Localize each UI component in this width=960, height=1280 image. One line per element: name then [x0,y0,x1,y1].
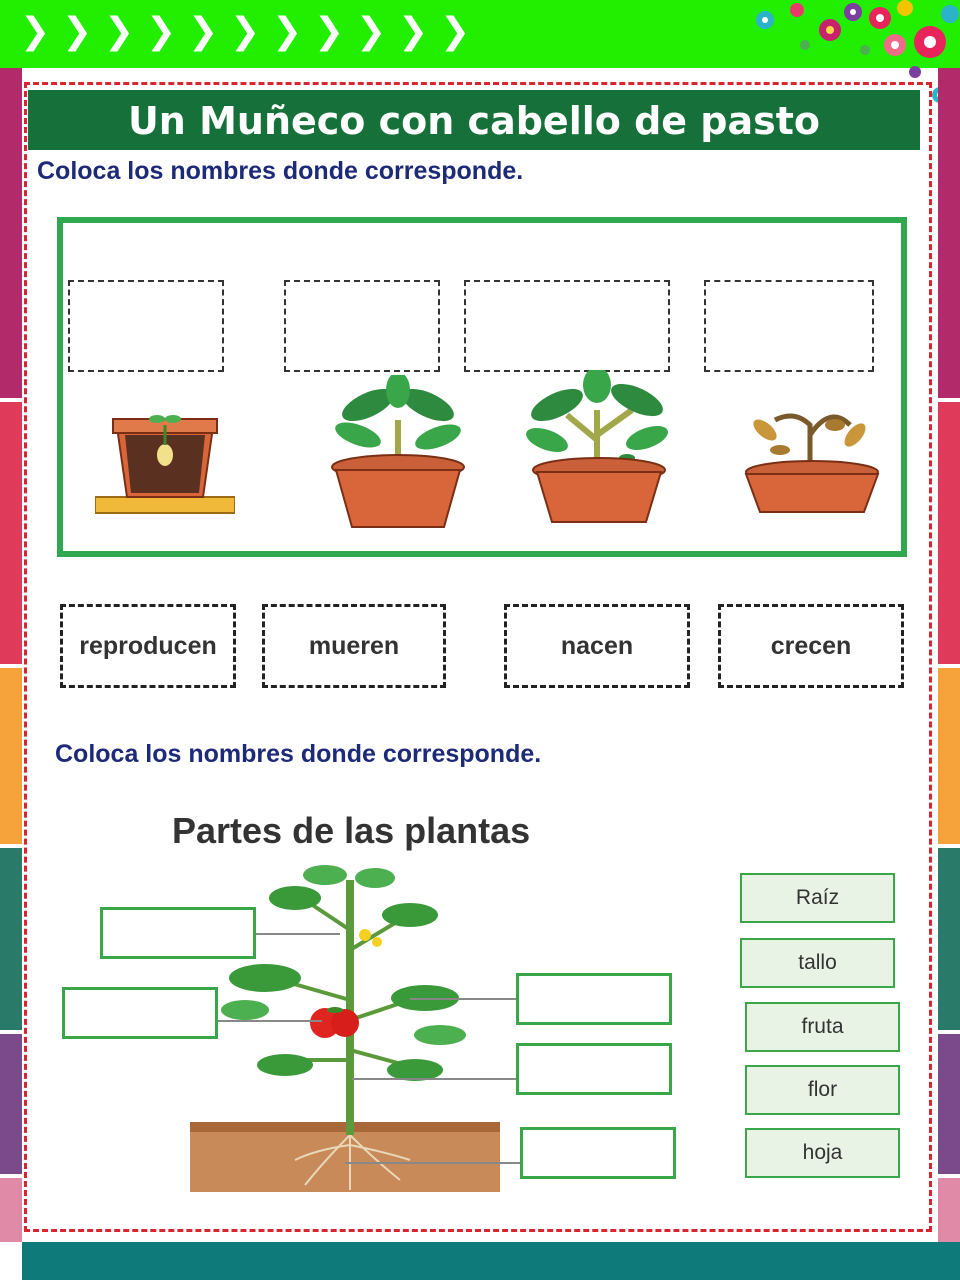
bottom-bar [22,1242,960,1280]
answer-slot-2[interactable] [284,280,440,372]
left-stripe [0,668,22,844]
chevron-icon: ❯ [104,11,135,52]
chevron-icon: ❯ [398,11,429,52]
word-tag-hoja[interactable]: hoja [745,1128,900,1178]
wilted-plant-icon [740,390,885,515]
word-tag-tallo[interactable]: tallo [740,938,895,988]
word-card-reproducen[interactable]: reproducen [60,604,236,688]
chevron-icon: ❯ [62,11,93,52]
word-card-nacen[interactable]: nacen [504,604,690,688]
connector-line [217,1020,322,1022]
connector-line [255,933,340,935]
answer-slot-1[interactable] [68,280,224,372]
page-title: Un Muñeco con cabello de pasto [28,90,920,150]
left-stripe [0,1034,22,1174]
word-tag-flor[interactable]: flor [745,1065,900,1115]
left-stripe [0,1178,22,1242]
connector-line [410,998,518,1000]
chevron-icon: ❯ [20,11,51,52]
left-stripe [0,402,22,664]
answer-slot-3[interactable] [464,280,670,372]
chevron-icon: ❯ [356,11,387,52]
chevron-icon: ❯ [440,11,471,52]
young-plant-icon [328,375,468,530]
grown-plant-icon [522,370,677,525]
chevron-icon: ❯ [146,11,177,52]
seed-in-pot-icon [95,405,235,520]
chevron-icon: ❯ [188,11,219,52]
chevron-icon: ❯ [314,11,345,52]
connector-line [345,1162,521,1164]
plant-parts-heading: Partes de las plantas [172,810,531,851]
answer-slot-4[interactable] [704,280,874,372]
plant-part-slot-1[interactable] [100,907,256,959]
right-stripe [938,1034,960,1174]
word-card-mueren[interactable]: mueren [262,604,446,688]
plant-part-slot-4[interactable] [516,1043,672,1095]
instruction-1: Coloca los nombres donde corresponde. [37,157,524,185]
left-stripe [0,848,22,1030]
plant-part-slot-5[interactable] [520,1127,676,1179]
right-stripe [938,68,960,398]
left-stripe [0,68,22,398]
instruction-2: Coloca los nombres donde corresponde. [55,740,542,768]
word-tag-raiz[interactable]: Raíz [740,873,895,923]
word-card-crecen[interactable]: crecen [718,604,904,688]
connector-line [352,1078,518,1080]
word-tag-fruta[interactable]: fruta [745,1002,900,1052]
right-stripe [938,1178,960,1242]
top-banner [0,0,960,68]
chevron-icon: ❯ [272,11,303,52]
plant-part-slot-3[interactable] [516,973,672,1025]
right-stripe [938,848,960,1030]
right-stripe [938,402,960,664]
right-stripe [938,668,960,844]
plant-part-slot-2[interactable] [62,987,218,1039]
chevron-icon: ❯ [230,11,261,52]
